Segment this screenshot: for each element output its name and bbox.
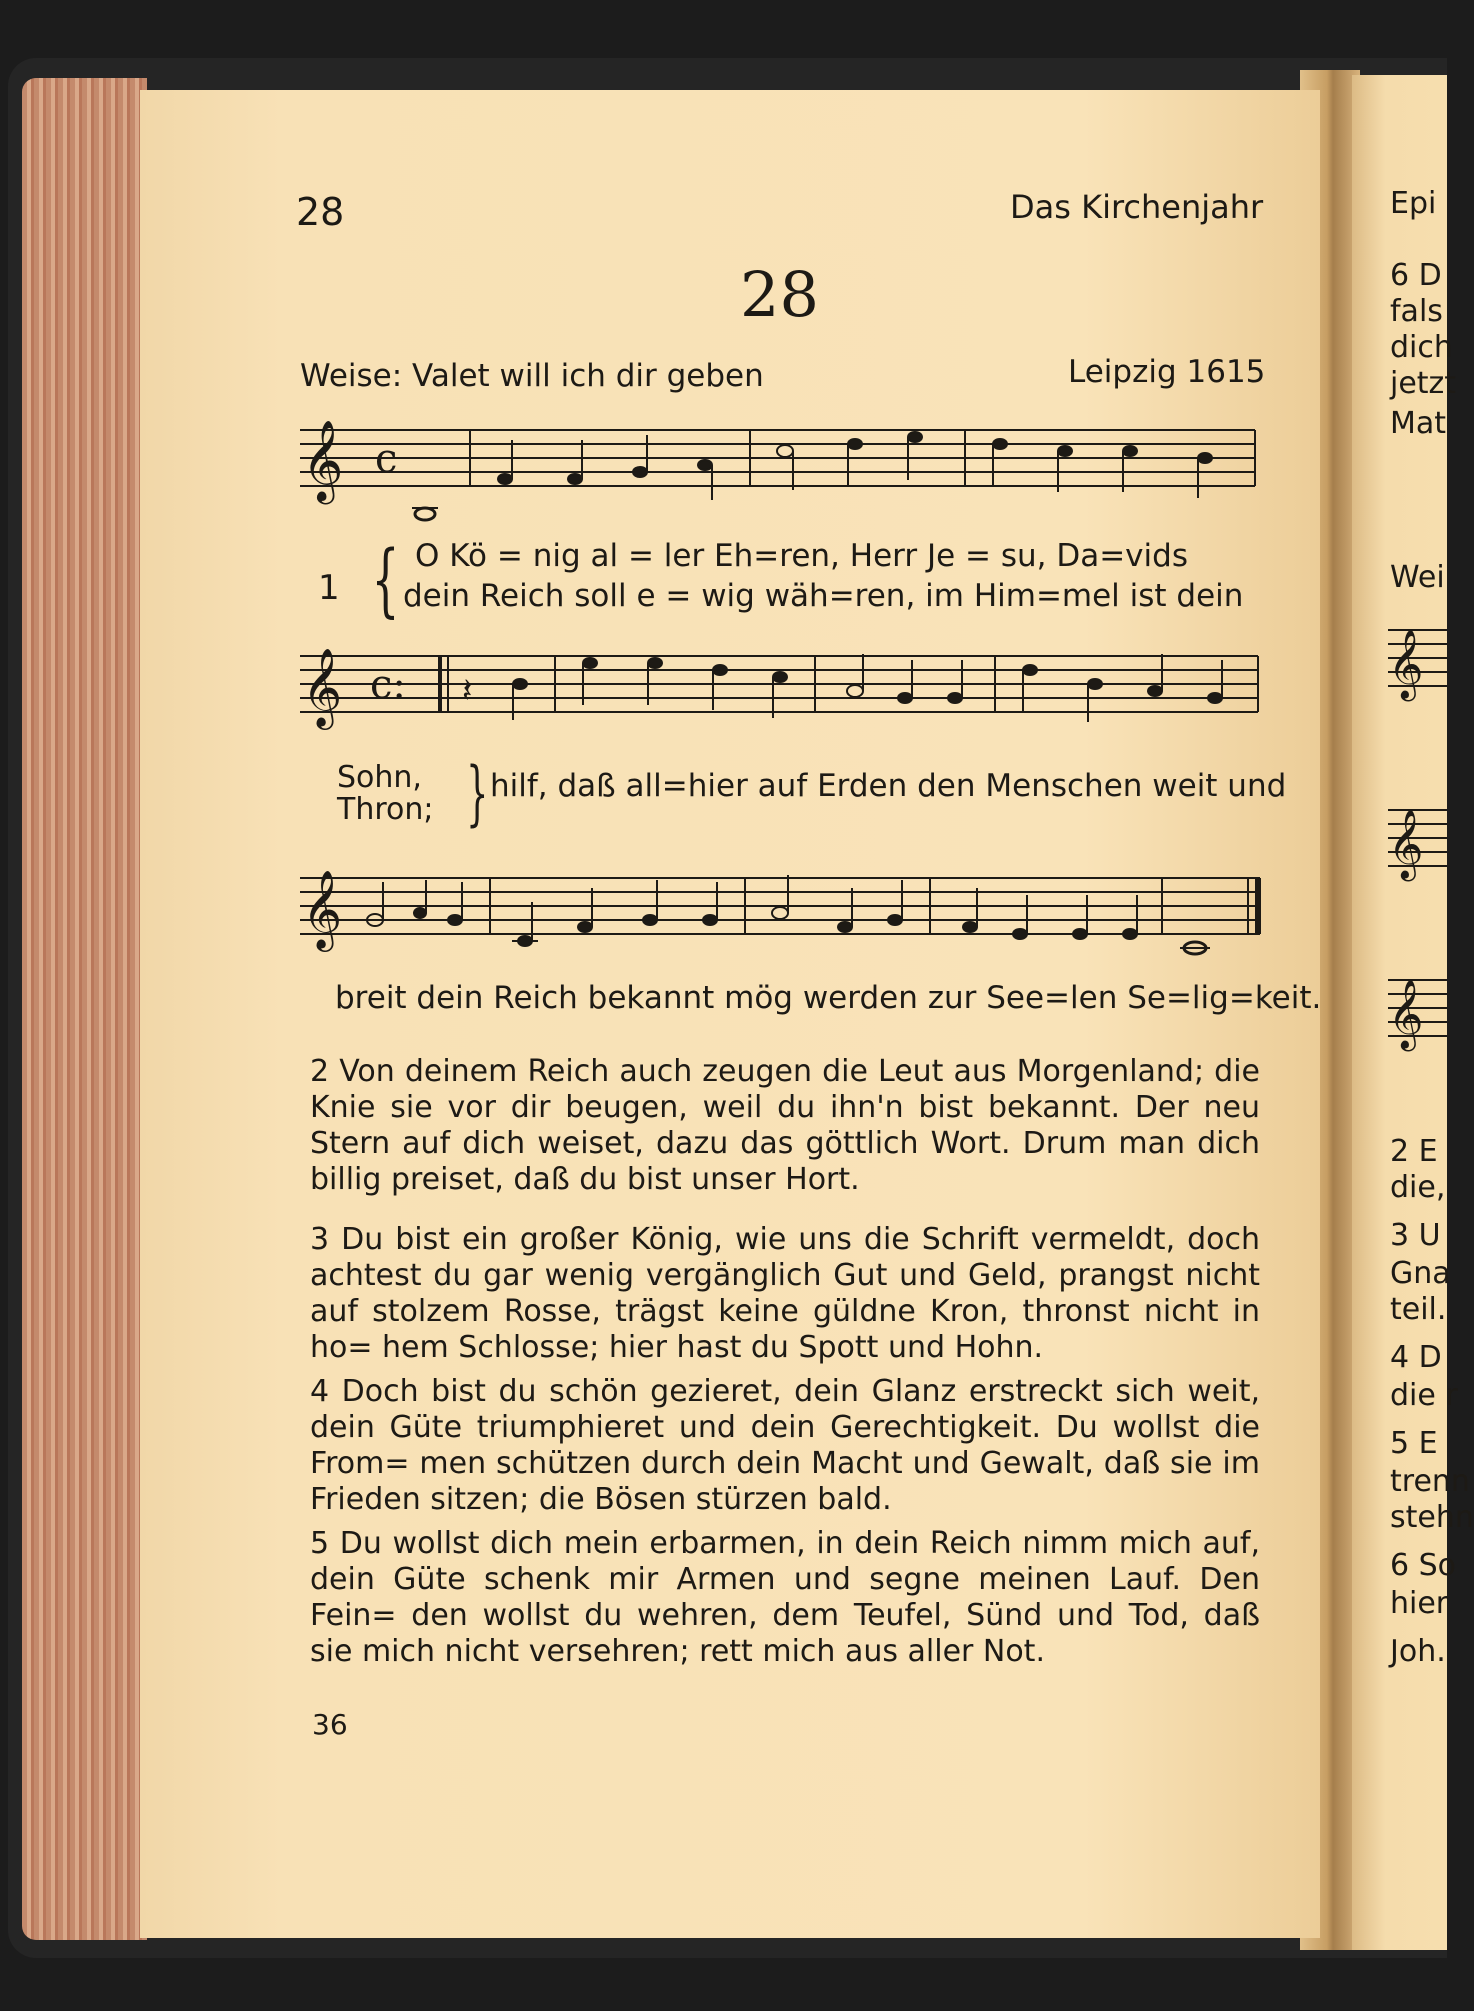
right-page-line: hier bbox=[1390, 1586, 1449, 1621]
right-page-line: Wei bbox=[1390, 560, 1445, 595]
running-title: Das Kirchenjahr bbox=[1010, 188, 1264, 226]
signature-mark: 36 bbox=[312, 1708, 348, 1741]
right-page-line: dich bbox=[1390, 330, 1453, 365]
verse-1-number: 1 bbox=[318, 568, 340, 608]
right-page-line: Joh. bbox=[1390, 1634, 1446, 1669]
svg-text:𝄞: 𝄞 bbox=[1388, 979, 1424, 1049]
verse-4-number: 4 bbox=[310, 1374, 330, 1409]
right-page-staff-3 bbox=[1388, 970, 1447, 1050]
right-page-line: 4 D bbox=[1390, 1340, 1442, 1375]
lyric-line-2-left-b: Thron; bbox=[337, 792, 434, 827]
right-page-line: 6 So bbox=[1390, 1548, 1457, 1583]
melody-attribution: Weise: Valet will ich dir geben bbox=[300, 358, 764, 394]
svg-text:c:: c: bbox=[370, 662, 406, 708]
right-page-line: teil. bbox=[1390, 1292, 1447, 1327]
right-page-line: jetzt bbox=[1390, 366, 1457, 401]
svg-text:c: c bbox=[375, 436, 398, 482]
music-staff-1 bbox=[300, 410, 1260, 540]
right-page-line: stehn bbox=[1390, 1500, 1474, 1535]
right-page-line: 2 E bbox=[1390, 1134, 1438, 1169]
right-page-line: die, bbox=[1390, 1170, 1446, 1205]
hymn-number: 28 bbox=[740, 258, 819, 331]
verse-brace: { bbox=[371, 533, 400, 626]
verse-2-text: Von deinem Reich auch zeugen die Leut aus Morgenland; die Knie sie vor dir beugen, weil du ihn'n bist bekannt. Der neu Stern auf dich weiset, dazu das göttlich Wort. Drum man dich billig preiset, daß du bist unser Hort. bbox=[310, 1054, 1260, 1197]
line-2-brace: } bbox=[466, 752, 489, 834]
svg-text:𝄞: 𝄞 bbox=[302, 419, 344, 501]
right-page-line: Mat bbox=[1390, 406, 1447, 441]
right-page-line: 5 E bbox=[1390, 1426, 1438, 1461]
right-page-line: Gna bbox=[1390, 1256, 1451, 1291]
verse-3 bbox=[310, 1222, 1260, 1366]
right-page-line: die r bbox=[1390, 1378, 1458, 1413]
svg-text:𝄞: 𝄞 bbox=[1388, 629, 1424, 699]
melody-source: Leipzig 1615 bbox=[1068, 354, 1266, 390]
verse-2 bbox=[310, 1054, 1260, 1198]
svg-text:𝄞: 𝄞 bbox=[1388, 809, 1424, 879]
page-number: 28 bbox=[296, 190, 345, 234]
lyric-line-2-rest: hilf, daß all=hier auf Erden den Menschen weit und bbox=[490, 768, 1287, 804]
verse-3-text: Du bist ein großer König, wie uns die Schrift vermeldt, doch achtest du gar wenig vergänglich Gut und Geld, prangst nicht auf stolzem Rosse, trägst keine güldne Kron, thronst nicht in ho= hem Schlosse; hier hast du Spott und Hohn. bbox=[310, 1222, 1261, 1365]
svg-text:𝄞: 𝄞 bbox=[302, 870, 343, 949]
right-page-line: 3 U bbox=[1390, 1218, 1441, 1253]
verse-5-text: Du wollst dich mein erbarmen, in dein Reich nimm mich auf, dein Güte schenk mir Armen und segne meinen Lauf. Den Fein= den wollst du wehren, dem Teufel, Sünd und Tod, daß sie mich nicht versehren; rett mich aus aller Not. bbox=[310, 1526, 1260, 1669]
right-page-line: Epi bbox=[1390, 186, 1437, 221]
lyric-line-1a: O Kö = nig al = ler Eh=ren, Herr Je = su, Da=vids bbox=[415, 538, 1188, 574]
verse-5 bbox=[310, 1526, 1260, 1670]
svg-text:𝄽: 𝄽 bbox=[462, 671, 473, 711]
right-page-staff-1 bbox=[1388, 620, 1447, 700]
verse-2-number: 2 bbox=[310, 1054, 330, 1089]
verse-3-number: 3 bbox=[310, 1222, 330, 1257]
svg-text:𝄞: 𝄞 bbox=[302, 648, 343, 727]
right-page-staff-2 bbox=[1388, 800, 1447, 880]
right-page-line: 6 D bbox=[1390, 258, 1442, 293]
right-page-line: trenn bbox=[1390, 1464, 1470, 1499]
verse-5-number: 5 bbox=[310, 1526, 330, 1561]
verse-4-text: Doch bist du schön gezieret, dein Glanz erstreckt sich weit, dein Güte triumphieret und dein Gerechtigkeit. Du wollst die From= men schützen durch dein Macht und Gewalt, daß sie im Frieden sitzen; die Bösen stürzen bald. bbox=[310, 1374, 1260, 1517]
lyric-line-3: breit dein Reich bekannt mög werden zur See=len Se=lig=keit. bbox=[335, 980, 1322, 1016]
music-staff-3 bbox=[300, 860, 1265, 970]
page-edges bbox=[22, 78, 147, 1940]
verse-4 bbox=[310, 1374, 1260, 1518]
music-staff-2 bbox=[300, 640, 1260, 750]
lyric-line-1b: dein Reich soll e = wig wäh=ren, im Him=mel ist dein bbox=[403, 578, 1244, 614]
right-page-line: fals bbox=[1390, 294, 1443, 329]
lyric-line-2-left-a: Sohn, bbox=[337, 760, 422, 795]
